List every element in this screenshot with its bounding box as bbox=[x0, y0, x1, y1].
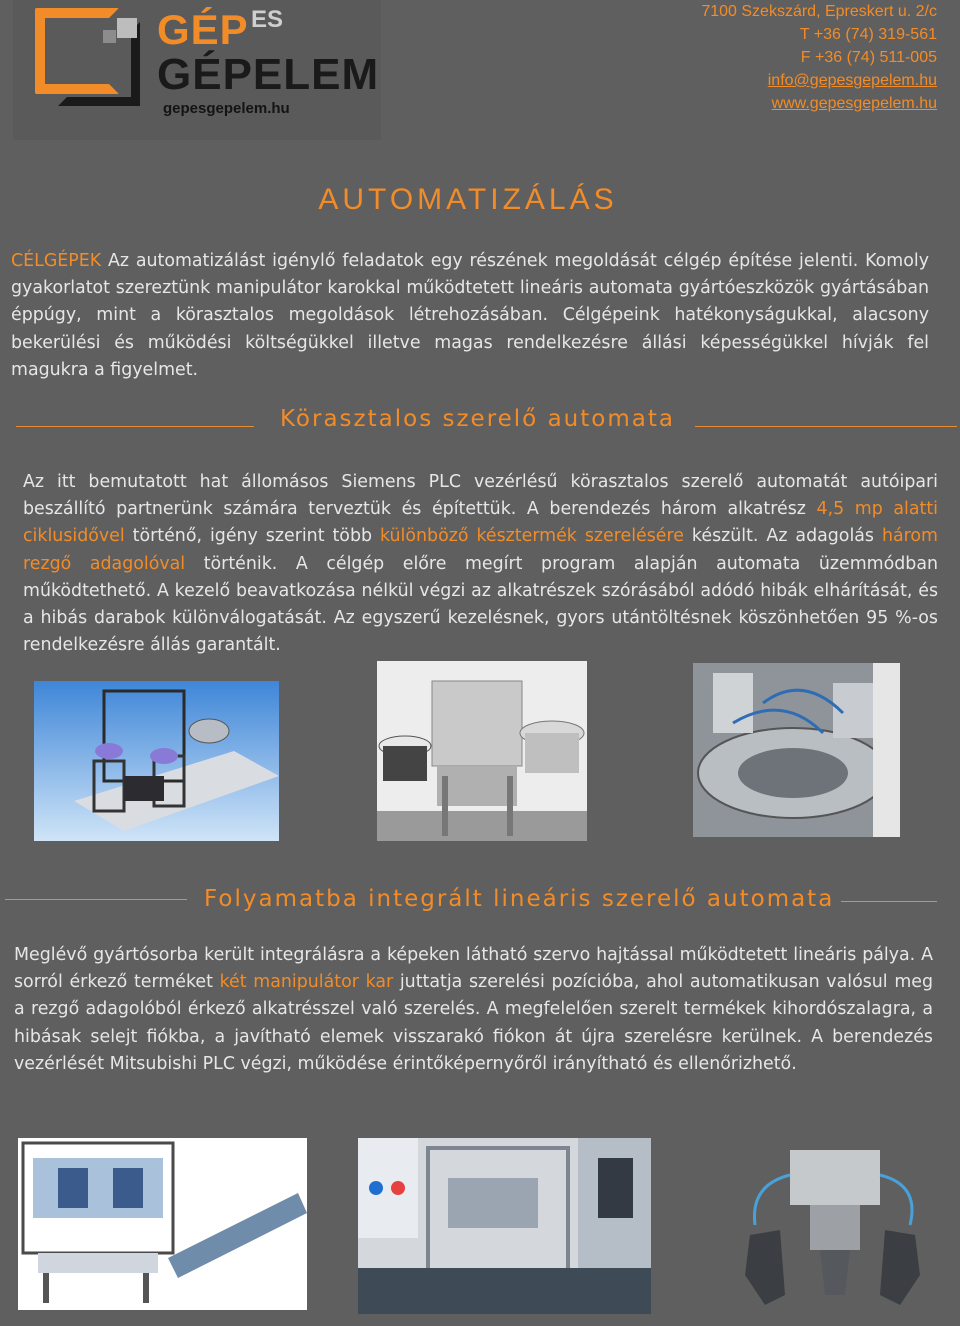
contact-website-link[interactable]: www.gepesgepelem.hu bbox=[771, 95, 937, 112]
contact-phone: T +36 (74) 319-561 bbox=[799, 26, 937, 43]
contact-block bbox=[701, 0, 937, 115]
section1-highlight-feeders: három rezgő adagolóval bbox=[23, 526, 938, 574]
section2-highlight-manipulator: két manipulátor kar bbox=[219, 972, 394, 993]
rotary-machine-photo bbox=[377, 661, 587, 841]
linear-machine-cad-image bbox=[18, 1138, 307, 1310]
logo-cube-small bbox=[103, 30, 116, 43]
company-logo bbox=[13, 0, 381, 140]
section1-rule-right bbox=[695, 426, 957, 427]
contact-address: 7100 Szekszárd, Epreskert u. 2/c bbox=[701, 3, 937, 20]
intro-lead: CÉLGÉPEK bbox=[11, 251, 102, 271]
section1-highlight-products: különböző késztermék szerelésére bbox=[380, 526, 684, 547]
logo-cube bbox=[117, 18, 137, 38]
section1-title: Körasztalos szerelő automata bbox=[280, 406, 675, 432]
section2-title: Folyamatba integrált lineáris szerelő automata bbox=[204, 886, 835, 912]
contact-fax: F +36 (74) 511-005 bbox=[800, 49, 937, 66]
section1-text-b: történő, igény szerint több bbox=[124, 526, 380, 547]
intro-paragraph bbox=[11, 248, 929, 384]
section2-text-b: juttatja szerelési pozícióba, ahol automatikusan valósul meg a rezgő adagolóból érkező alkatrésszel való szerelés. A megfelelően szerelt termékek kihordószalagra, a hibásak selejt fiókba, a javítható elemek visszarakó fiókon át újra szerelésre kerülnek. A berendezés vezérlését Mitsubishi PLC végzi, működése érintőképernyőről irányítható és ellenőrizhető. bbox=[14, 972, 933, 1074]
intro-text: Az automatizálást igénylő feladatok egy részének megoldását célgép építése jelenti. Komoly gyakorlatot szereztünk manipulátor karokkal működtetett lineáris automata gyártóeszközök gyártásában éppúgy, mint a körasztalos megoldások létrehozásában. Célgépeink hatékonyságukkal, alacsony bekerülési és működési költségükkel illetve magas rendelkezésre állási képességükkel hívják fel magukra a figyelmet. bbox=[11, 251, 929, 380]
logo-word-es: ES bbox=[251, 6, 284, 33]
section1-paragraph bbox=[23, 469, 938, 659]
section2-text-a: Meglévő gyártósorba került integrálásra a képeken látható szervo hajtással működtetett lineáris pálya. A sorról érkező terméket bbox=[14, 945, 933, 993]
section1-highlight-cycle-time: 4,5 mp alatti ciklusidővel bbox=[23, 499, 939, 547]
section2-rule-left bbox=[5, 899, 187, 900]
section1-text-d: történik. A célgép előre megírt program alapján automata üzemmódban működtethető. A kezelő beavatkozása nélkül végzi az alkatrészek szórásából adódó hibák elhárítását, és a hibás darabok különválogatását. Az egyszerű kezelésnek, gyors utántöltésnek köszönhetően 95 %-os rendelkezésre állás garantált. bbox=[23, 553, 938, 656]
section1-text-a: Az itt bemutatott hat állomásos Siemens PLC vezérlésű körasztalos szerelő automatát autóipari beszállító partnerünk számára terveztük és építettük. A berendezés három alkatrész bbox=[23, 472, 938, 520]
section1-rule-left bbox=[16, 426, 254, 427]
logo-word-gepelem: GÉPELEM bbox=[157, 50, 380, 99]
section2-rule-right bbox=[841, 901, 937, 902]
manipulator-gripper-image bbox=[730, 1145, 935, 1310]
rotary-machine-cad-image bbox=[34, 681, 279, 841]
logo-word-gep: GÉP bbox=[157, 6, 249, 53]
linear-machine-photo bbox=[358, 1138, 651, 1314]
rotary-table-closeup-photo bbox=[693, 663, 900, 837]
contact-email-link[interactable]: info@gepesgepelem.hu bbox=[767, 72, 937, 89]
logo-domain: gepesgepelem.hu bbox=[163, 100, 290, 117]
page-title: AUTOMATIZÁLÁS bbox=[318, 183, 618, 216]
section1-text-c: készült. Az adagolás bbox=[683, 526, 882, 547]
section2-paragraph bbox=[14, 942, 933, 1078]
